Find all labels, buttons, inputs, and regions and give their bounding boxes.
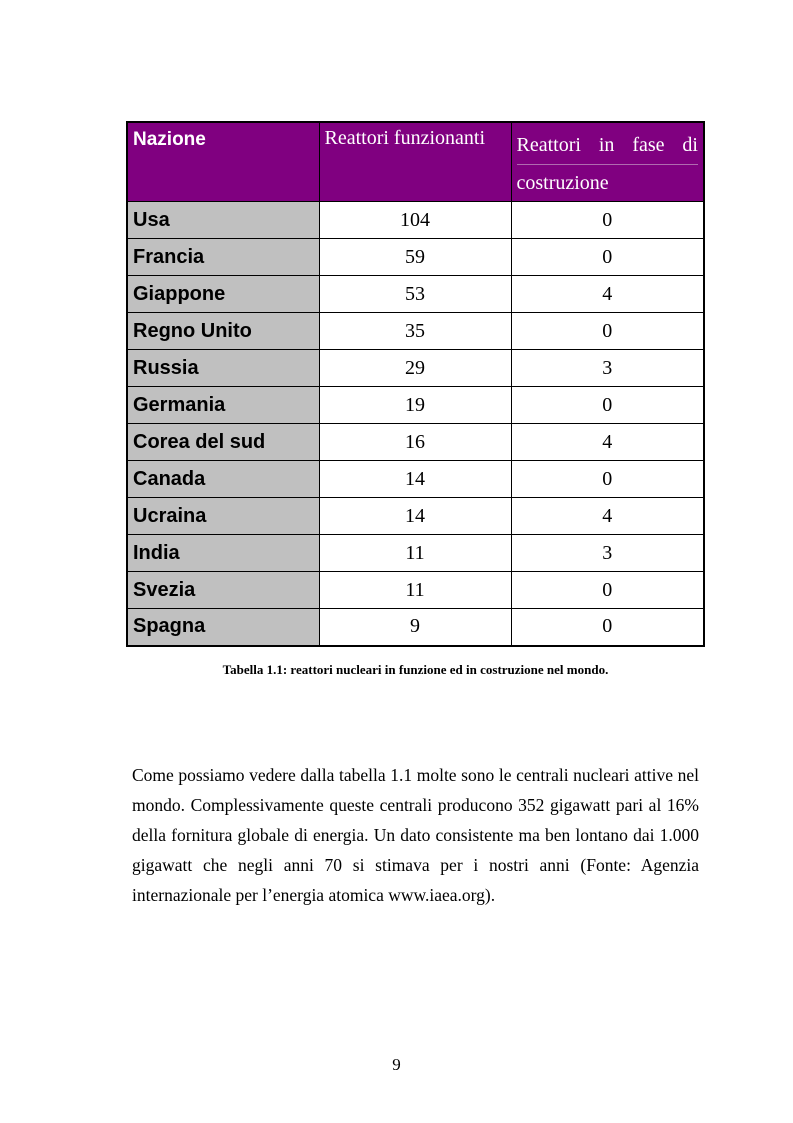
table-row — [127, 424, 704, 461]
header-nation: Nazione — [127, 122, 319, 202]
cell-working: 59 — [319, 239, 511, 276]
table-row — [127, 350, 704, 387]
cell-building: 4 — [511, 424, 704, 461]
table-header — [127, 122, 704, 202]
cell-building: 4 — [511, 498, 704, 535]
cell-building: 0 — [511, 202, 704, 239]
reactors-table — [126, 121, 705, 647]
table-row — [127, 387, 704, 424]
header-reactors-under-construction — [511, 122, 704, 202]
header-building-line1 — [517, 127, 699, 165]
cell-building: 0 — [511, 239, 704, 276]
cell-nation: India — [127, 535, 319, 572]
table-row — [127, 461, 704, 498]
cell-nation: Spagna — [127, 609, 319, 646]
cell-nation: Francia — [127, 239, 319, 276]
cell-working: 19 — [319, 387, 511, 424]
cell-building: 0 — [511, 313, 704, 350]
header-building-line2: costruzione — [516, 172, 609, 194]
cell-working: 14 — [319, 498, 511, 535]
header-building-word: in — [598, 134, 615, 156]
cell-working: 11 — [319, 572, 511, 609]
header-building-word: Reattori — [516, 134, 581, 156]
table-row — [127, 498, 704, 535]
header-building-wrap — [517, 127, 699, 201]
cell-building: 0 — [511, 572, 704, 609]
cell-working: 29 — [319, 350, 511, 387]
cell-building: 0 — [511, 609, 704, 646]
table-row — [127, 276, 704, 313]
page-number: 9 — [392, 1055, 401, 1074]
cell-nation: Usa — [127, 202, 319, 239]
cell-building: 0 — [511, 387, 704, 424]
cell-working: 53 — [319, 276, 511, 313]
table-caption: Tabella 1.1: reattori nucleari in funzione ed in costruzione nel mondo. — [222, 662, 609, 677]
cell-nation: Germania — [127, 387, 319, 424]
table-header-row — [127, 122, 704, 202]
table-body — [127, 202, 704, 646]
cell-building: 0 — [511, 461, 704, 498]
cell-nation: Canada — [127, 461, 319, 498]
header-building-word: di — [682, 134, 698, 156]
table-row — [127, 239, 704, 276]
cell-nation: Corea del sud — [127, 424, 319, 461]
cell-building: 4 — [511, 276, 704, 313]
table-row — [127, 609, 704, 646]
header-building-word: fase — [632, 134, 665, 156]
table-row — [127, 572, 704, 609]
cell-working: 11 — [319, 535, 511, 572]
cell-working: 35 — [319, 313, 511, 350]
header-working-reactors: Reattori funzionanti — [319, 122, 511, 202]
cell-building: 3 — [511, 350, 704, 387]
cell-nation: Giappone — [127, 276, 319, 313]
cell-working: 14 — [319, 461, 511, 498]
cell-building: 3 — [511, 535, 704, 572]
cell-working: 16 — [319, 424, 511, 461]
cell-nation: Regno Unito — [127, 313, 319, 350]
body-paragraph: Come possiamo vedere dalla tabella 1.1 molte sono le centrali nucleari attive nel mondo. Complessivamente queste centrali producono 352 gigawatt pari al 16% della fornitura globale di energia. Un dato consistente ma ben lontano dai 1.000 gigawatt che negli anni 70 si stimava per i nostri anni (Fonte: Agenzia internazionale per l’energia atomica www.iaea.org). — [132, 765, 699, 905]
table-row — [127, 535, 704, 572]
cell-nation: Ucraina — [127, 498, 319, 535]
table-row — [127, 202, 704, 239]
cell-nation: Russia — [127, 350, 319, 387]
cell-nation: Svezia — [127, 572, 319, 609]
cell-working: 104 — [319, 202, 511, 239]
cell-working: 9 — [319, 609, 511, 646]
table-row — [127, 313, 704, 350]
